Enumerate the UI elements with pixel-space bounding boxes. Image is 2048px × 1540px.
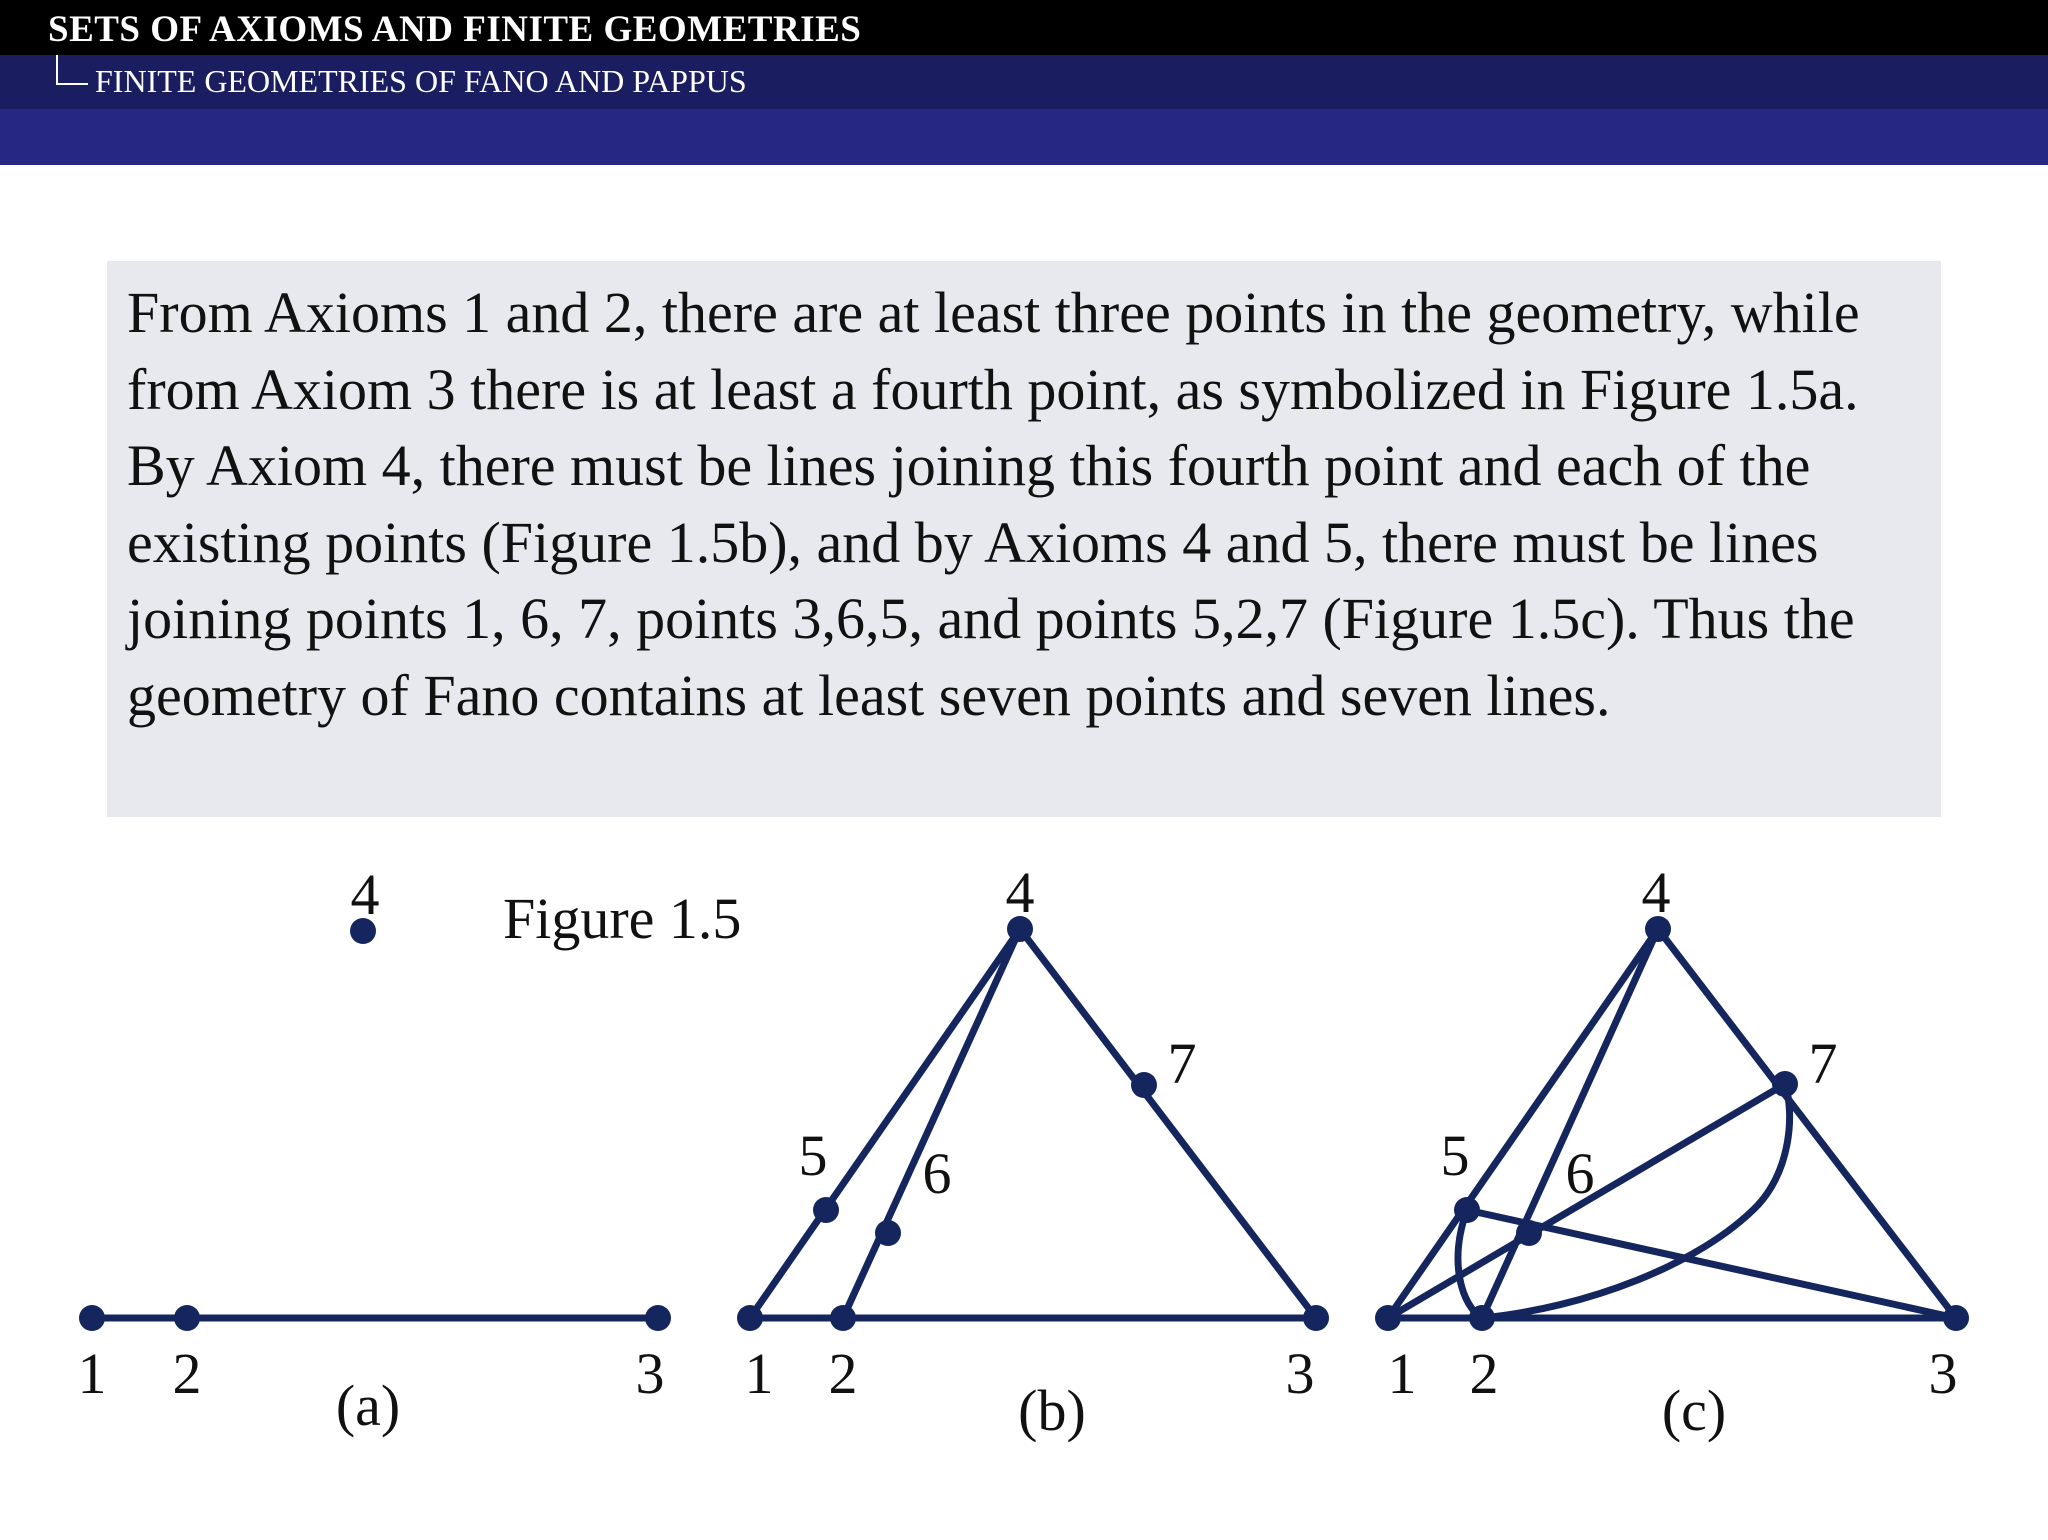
panel-a-point-3 (645, 1305, 671, 1331)
panel-c-label-7: 7 (1808, 1031, 1838, 1096)
section-title: SETS OF AXIOMS AND FINITE GEOMETRIES (48, 9, 862, 50)
panel-a-label-1: 1 (77, 1341, 107, 1406)
panel-b-label-1: 1 (744, 1341, 774, 1406)
panel-a-label-4: 4 (350, 862, 380, 927)
panel-c-point-1 (1375, 1305, 1401, 1331)
panel-c-label-1: 1 (1387, 1341, 1417, 1406)
panel-c-label-2: 2 (1469, 1341, 1499, 1406)
panel-b-point-6 (875, 1220, 901, 1246)
panel-c-caption: (c) (1661, 1378, 1727, 1443)
panel-c-point-3 (1943, 1305, 1969, 1331)
panel-b-point-1 (737, 1305, 763, 1331)
panel-a-point-1 (79, 1305, 105, 1331)
panel-b-label-6: 6 (922, 1141, 952, 1206)
panel-c-point-6 (1516, 1220, 1542, 1246)
panel-b-label-5: 5 (798, 1123, 828, 1188)
panel-c-label-3: 3 (1928, 1341, 1958, 1406)
panel-b-caption: (b) (1018, 1378, 1086, 1443)
panel-c-point-7 (1772, 1071, 1798, 1097)
panel-b-label-4: 4 (1005, 860, 1035, 925)
subsection-title: FINITE GEOMETRIES OF FANO AND PAPPUS (95, 63, 747, 99)
panel-b-label-7: 7 (1167, 1031, 1197, 1096)
panel-c-curve-5-2-7 (1458, 1084, 1790, 1318)
panel-b-line-4-6-2 (843, 929, 1020, 1318)
panel-c-point-2 (1469, 1305, 1495, 1331)
body-paragraph: From Axioms 1 and 2, there are at least three points in the geometry, while from Axiom 3 there is at least a fourth point, as symbolized in Figure 1.5a. By Axiom 4, there must be lines joining this fourth point and each of the existing points (Figure 1.5b), and by Axioms 4 and 5, there must be lines joining points 1, 6, 7, points 3,6,5, and points 5,2,7 (Figure 1.5c). Thus the geometry of Fano contains at least seven points and seven lines. (127, 280, 1860, 728)
panel-b-point-2 (830, 1305, 856, 1331)
panel-b-point-3 (1303, 1305, 1329, 1331)
panel-c-label-5: 5 (1440, 1123, 1470, 1188)
panel-c-point-5 (1454, 1197, 1480, 1223)
panel-b-point-5 (813, 1197, 839, 1223)
panel-a-label-3: 3 (635, 1341, 665, 1406)
panel-b-triangle (750, 929, 1316, 1318)
panel-b-point-7 (1131, 1072, 1157, 1098)
panel-c-triangle (1388, 929, 1956, 1318)
panel-c-label-6: 6 (1565, 1141, 1595, 1206)
panel-a-point-2 (174, 1305, 200, 1331)
panel-b-label-3: 3 (1285, 1341, 1315, 1406)
panel-c-label-4: 4 (1641, 860, 1671, 925)
panel-a-caption: (a) (335, 1373, 401, 1438)
figure-title: Figure 1.5 (503, 886, 742, 951)
panel-b-label-2: 2 (828, 1341, 858, 1406)
panel-c-line-4-6-2 (1482, 929, 1658, 1318)
panel-a-label-2: 2 (172, 1341, 202, 1406)
